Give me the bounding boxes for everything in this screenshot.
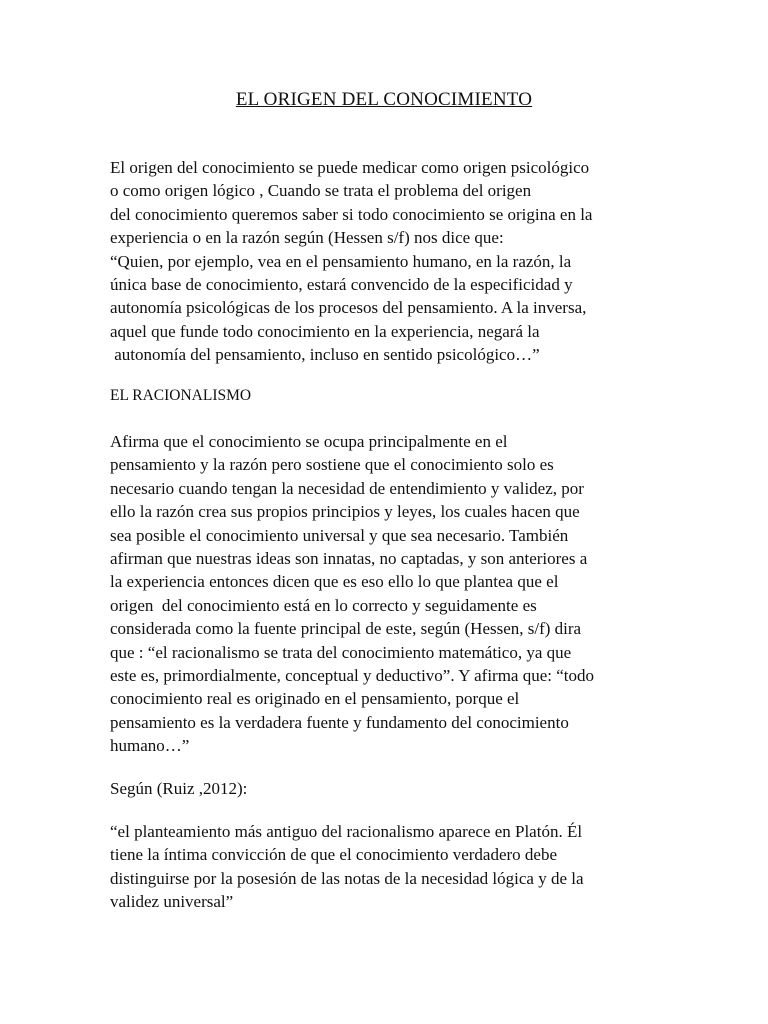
intro-paragraph [110,156,670,367]
quote-line: “el planteamiento más antiguo del racionalismo aparece en Platón. Él [110,822,583,841]
paragraph-line: origen del conocimiento está en lo correcto y seguidamente es [110,595,537,615]
quote-line: tiene la íntima convicción de que el conocimiento verdadero debe [110,845,558,865]
paragraph-line: sea posible el conocimiento universal y que sea necesario. También [110,525,569,545]
section-heading: EL RACIONALISMO [110,387,252,404]
section-heading-block [110,385,670,407]
paragraph-line: pensamiento y la razón pero sostiene que el conocimiento solo es [110,455,554,475]
paragraph-line: este es, primordialmente, conceptual y deductivo”. Y afirma que: “todo [110,665,595,685]
paragraph-line: pensamiento es la verdadera fuente y fundamento del conocimiento [110,712,569,732]
quote-paragraph [110,820,670,914]
paragraph-line: ello la razón crea sus propios principios y leyes, los cuales hacen que [110,502,580,522]
paragraph-line: autonomía del pensamiento, incluso en sentido psicológico…” [110,345,540,365]
racionalismo-paragraph [110,430,670,757]
paragraph-line: afirman que nuestras ideas son innatas, no captadas, y son anteriores a [110,548,588,568]
paragraph-line: aquel que funde todo conocimiento en la experiencia, negará la [110,321,540,341]
citation-line: Según (Ruiz ,2012): [110,779,248,798]
paragraph-line: que : “el racionalismo se trata del conocimiento matemático, ya que [110,642,572,662]
paragraph-line: Afirma que el conocimiento se ocupa principalmente en el [110,432,508,451]
paragraph-line: El origen del conocimiento se puede medicar como origen psicológico [110,158,590,177]
paragraph-line: o como origen lógico , Cuando se trata el problema del origen [110,181,532,201]
paragraph-line: humano…” [110,736,190,756]
paragraph-line: necesario cuando tengan la necesidad de entendimiento y validez, por [110,478,584,498]
paragraph-line: experiencia o en la razón según (Hessen s/f) nos dice que: [110,228,504,248]
paragraph-line: única base de conocimiento, estará convencido de la especificidad y [110,274,573,294]
paragraph-line: del conocimiento queremos saber si todo conocimiento se origina en la [110,204,593,224]
quote-line: distinguirse por la posesión de las notas de la necesidad lógica y de la [110,868,584,888]
quote-line: validez universal” [110,892,234,912]
citation-block [110,777,670,800]
paragraph-line: “Quien, por ejemplo, vea en el pensamiento humano, en la razón, la [110,251,572,271]
document-title: EL ORIGEN DEL CONOCIMIENTO [235,89,533,110]
paragraph-line: autonomía psicológicas de los procesos del pensamiento. A la inversa, [110,298,587,318]
paragraph-line: conocimiento real es originado en el pensamiento, porque el [110,689,520,709]
paragraph-line: la experiencia entonces dicen que es eso ello lo que plantea que el [110,572,559,592]
paragraph-line: considerada como la fuente principal de este, según (Hessen, s/f) dira [110,619,582,639]
